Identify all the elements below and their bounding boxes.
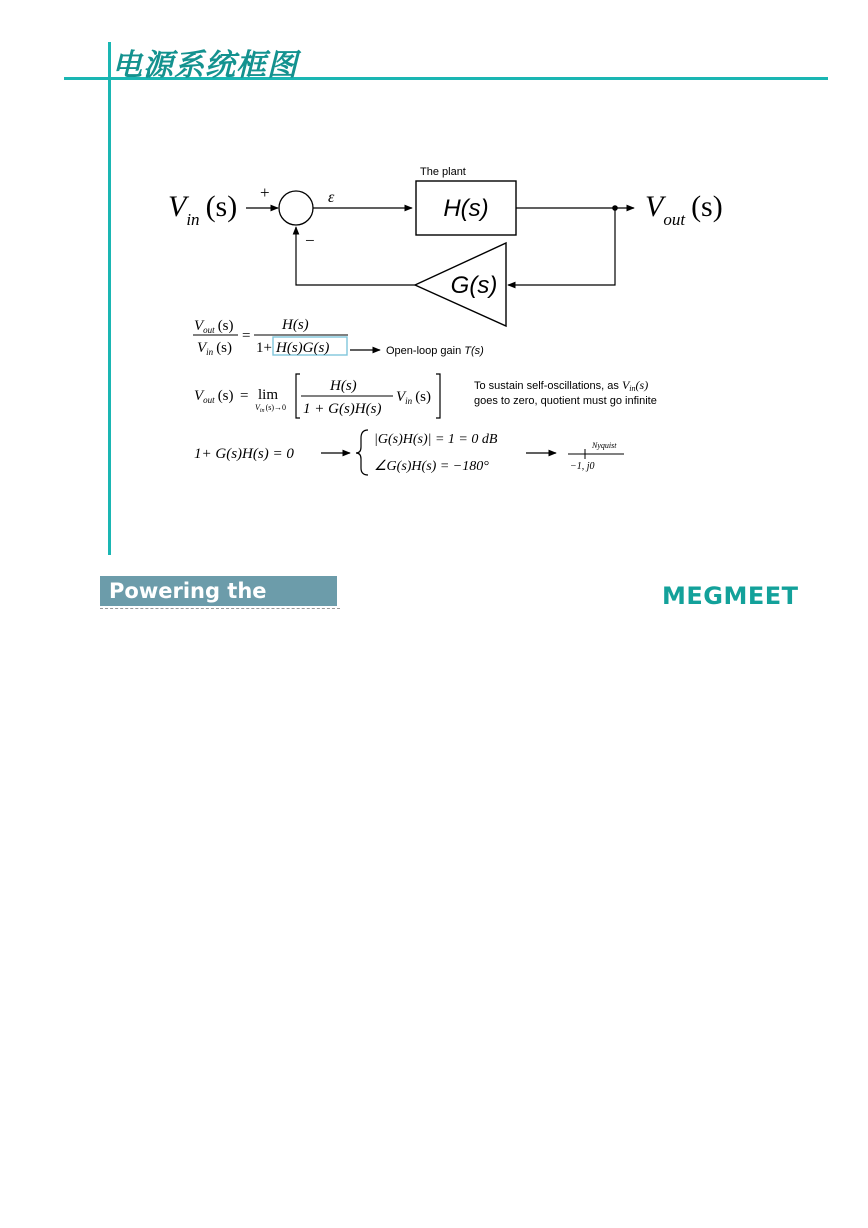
svg-text:=: = bbox=[240, 388, 249, 404]
svg-text:−1, j0: −1, j0 bbox=[570, 461, 595, 472]
feedback-path-in bbox=[508, 208, 615, 285]
slogan-underline bbox=[100, 608, 340, 609]
svg-text:1 + G(s)H(s): 1 + G(s)H(s) bbox=[303, 401, 382, 417]
equation-limit bbox=[194, 374, 657, 418]
svg-text:lim: lim bbox=[258, 387, 279, 403]
slogan-banner: Powering the Future bbox=[100, 576, 337, 606]
equation-closed-loop bbox=[193, 317, 484, 357]
svg-text:∠G(s)H(s) = −180°: ∠G(s)H(s) = −180° bbox=[374, 459, 489, 474]
plant-caption: The plant bbox=[420, 166, 466, 178]
input-label: $V_{in}$ (s) bbox=[168, 190, 238, 229]
svg-text:Vin(s): $V_{in}$ (s) bbox=[197, 340, 233, 357]
output-label: $V_{out}$ (s) bbox=[645, 190, 723, 229]
svg-text:1+ G(s)H(s) = 0: 1+ G(s)H(s) = 0 bbox=[194, 446, 294, 462]
summing-junction bbox=[279, 191, 313, 225]
svg-text:1+: 1+ bbox=[256, 340, 272, 356]
svg-text:H(s): H(s) bbox=[282, 317, 309, 333]
brand-logo: MEGMEET bbox=[662, 582, 799, 610]
svg-text:Vout(s): $V_{out}$ (s) bbox=[194, 318, 234, 335]
svg-text:Vin(s)→0: $V_{in}(s)\to 0$ bbox=[255, 403, 287, 414]
plant-block-label: H(s) bbox=[443, 195, 489, 222]
equation-barkhausen bbox=[194, 430, 624, 475]
svg-text:|G(s)H(s)| = 1 = 0 dB: |G(s)H(s)| = 1 = 0 dB bbox=[374, 432, 498, 447]
page-title: 电源系统框图 bbox=[112, 48, 298, 83]
svg-text:Vin(s): $V_{in}$ (s) bbox=[396, 389, 432, 406]
error-label: ε bbox=[328, 189, 335, 206]
open-loop-annotation: Open-loop gain T(s) bbox=[386, 345, 484, 357]
svg-text:Nyquist: Nyquist bbox=[592, 441, 617, 450]
oscillation-note-line1: To sustain self-oscillations, as Vin(s) bbox=[474, 378, 649, 393]
svg-text:H(s)G(s): H(s)G(s) bbox=[276, 340, 330, 356]
minus-sign: − bbox=[305, 231, 315, 250]
svg-text:Vout(s): $V_{out}$ (s) bbox=[194, 388, 234, 405]
svg-text:=: = bbox=[242, 328, 251, 344]
svg-text:H(s): H(s) bbox=[330, 378, 357, 394]
feedback-block-label: G(s) bbox=[450, 272, 498, 299]
oscillation-note-line2: goes to zero, quotient must go infinite bbox=[474, 395, 657, 407]
plus-sign: + bbox=[260, 183, 270, 202]
